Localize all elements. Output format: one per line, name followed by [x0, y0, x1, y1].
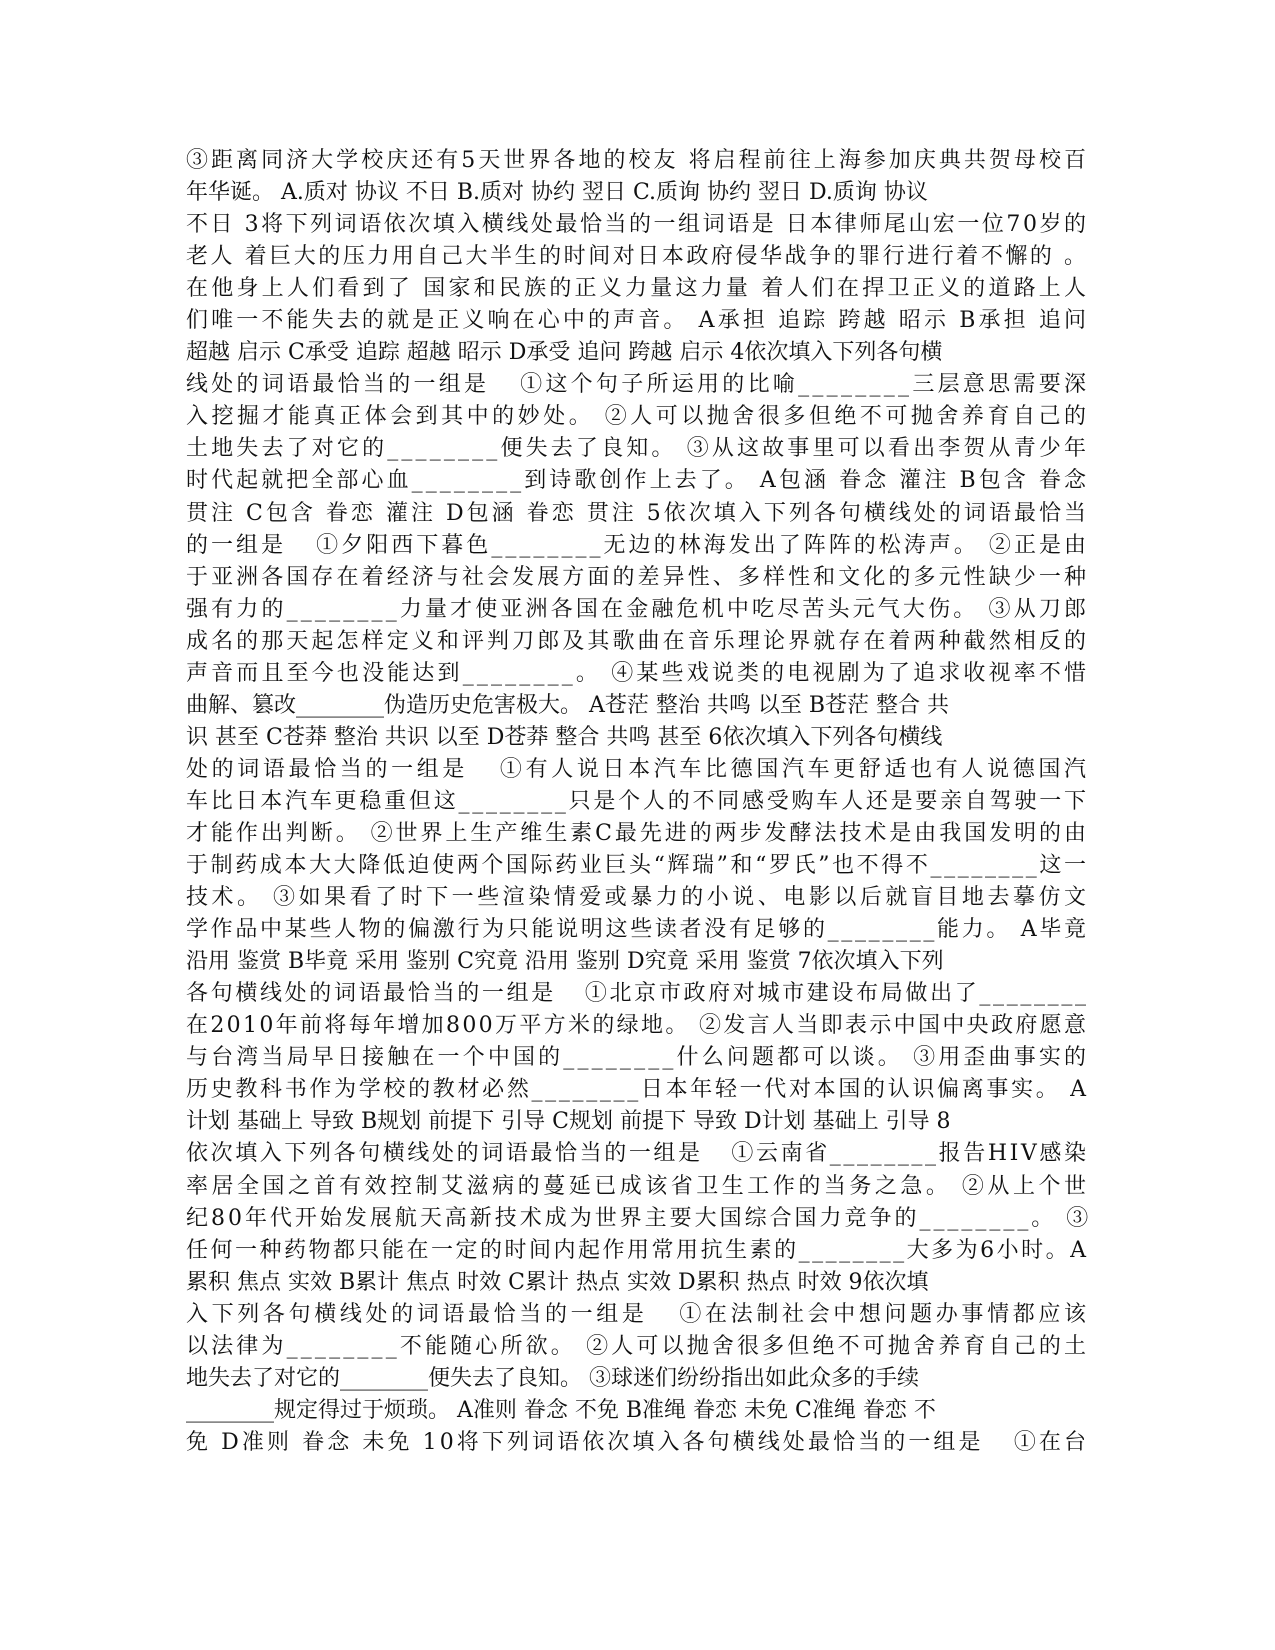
text-line: 入下列各句横线处的词语最恰当的一组是 ①在法制社会中想问题办事情都应该 [186, 1301, 1090, 1327]
text-line: 率居全国之首有效控制艾滋病的蔓延已成该省卫生工作的当务之急。 ②从上个世 [186, 1173, 1090, 1199]
text-line: 强有力的________力量才使亚洲各国在金融危机中吃尽苦头元气大伤。 ③从刀郎 [186, 596, 1090, 622]
text-line: 贯注 C包含 眷恋 灌注 D包涵 眷恋 贯注 5依次填入下列各句横线处的词语最恰当 [186, 500, 1089, 526]
text-line: 于亚洲各国存在着经济与社会发展方面的差异性、多样性和文化的多元性缺少一种 [186, 564, 1090, 590]
text-line: 线处的词语最恰当的一组是 ①这个句子所运用的比喻________三层意思需要深 [186, 372, 1090, 398]
text-line: 地失去了对它的________便失去了良知。 ③球迷们纷纷指出如此众多的手续 [186, 1365, 919, 1391]
text-line: 技术。 ③如果看了时下一些渲染情爱或暴力的小说、电影以后就盲目地去摹仿文 [186, 885, 1090, 911]
text-line: 在2010年前将每年增加800万平方米的绿地。 ②发言人当即表示中国中央政府愿意 [186, 1013, 1089, 1039]
text-line: 曲解、篡改________伪造历史危害极大。 A苍茫 整治 共鸣 以至 B苍茫 整合 共 [186, 692, 950, 718]
text-line: 识 甚至 C苍莽 整治 共识 以至 D苍莽 整合 共鸣 甚至 6依次填入下列各句横线 [186, 724, 943, 750]
text-line: 处的词语最恰当的一组是 ①有人说日本汽车比德国汽车更舒适也有人说德国汽 [186, 756, 1090, 782]
text-line: 与台湾当局早日接触在一个中国的________什么问题都可以谈。 ③用歪曲事实的 [186, 1045, 1090, 1071]
text-line: 各句横线处的词语最恰当的一组是 ①北京市政府对城市建设布局做出了________ [186, 981, 1089, 1007]
text-line: 以法律为________不能随心所欲。 ②人可以抛舍很多但绝不可抛舍养育自己的土 [186, 1333, 1090, 1359]
text-line: 于制药成本大大降低迫使两个国际药业巨头“辉瑞”和“罗氏”也不得不________这一 [186, 853, 1089, 879]
text-line: 历史教科书作为学校的教材必然________日本年轻一代对本国的认识偏离事实。 A [186, 1077, 1089, 1103]
text-line: 纪80年代开始发展航天高新技术成为世界主要大国综合国力竞争的________。 ③ [186, 1205, 1092, 1231]
text-line: 声音而且至今也没能达到________。 ④某些戏说类的电视剧为了追求收视率不惜 [186, 660, 1090, 686]
text-line: 依次填入下列各句横线处的词语最恰当的一组是 ①云南省________报告HIV感染 [186, 1141, 1089, 1167]
text-line: 任何一种药物都只能在一定的时间内起作用常用抗生素的________大多为6小时。A [186, 1237, 1089, 1263]
text-line: 的一组是 ①夕阳西下暮色________无边的林海发出了阵阵的松涛声。 ②正是由 [186, 532, 1090, 558]
text-line: 在他身上人们看到了 国家和民族的正义力量这力量 着人们在捍卫正义的道路上人 [186, 276, 1090, 302]
text-line: 车比日本汽车更稳重但这________只是个人的不同感受购车人还是要亲自驾驶一下 [186, 788, 1089, 814]
body-text [186, 145, 1092, 1459]
text-line: 计划 基础上 导致 B规划 前提下 引导 C规划 前提下 导致 D计划 基础上 引导 8 [186, 1109, 951, 1135]
text-line: 入挖掘才能真正体会到其中的妙处。 ②人可以抛舍很多但绝不可抛舍养育自己的 [186, 404, 1090, 430]
text-line: 免 D准则 眷念 未免 10将下列词语依次填入各句横线处最恰当的一组是 ①在台 [186, 1429, 1090, 1455]
text-line: 年华诞。 A.质对 协议 不日 B.质对 协约 翌日 C.质询 协约 翌日 D.质询 协议 [186, 180, 928, 206]
text-line: ③距离同济大学校庆还有5天世界各地的校友 将启程前往上海参加庆典共贺母校百 [186, 148, 1090, 173]
text-line: 们唯一不能失去的就是正义响在心中的声音。 A承担 追踪 跨越 昭示 B承担 追问 [186, 308, 1090, 334]
text-line: 累积 焦点 实效 B累计 焦点 时效 C累计 热点 实效 D累积 热点 时效 9依次填 [186, 1269, 929, 1295]
text-line: 时代起就把全部心血________到诗歌创作上去了。 A包涵 眷念 灌注 B包含 眷念 [186, 468, 1090, 494]
text-line: 成名的那天起怎样定义和评判刀郎及其歌曲在音乐理论界就存在着两种截然相反的 [186, 628, 1090, 654]
text-line: 超越 启示 C承受 追踪 超越 昭示 D承受 追问 跨越 启示 4依次填入下列各句横 [186, 340, 943, 366]
text-line: ________规定得过于烦琐。 A准则 眷念 不免 B准绳 眷恋 未免 C准绳 眷恋 不 [186, 1397, 936, 1423]
text-line: 学作品中某些人物的偏激行为只能说明这些读者没有足够的________能力。 A毕竟 [186, 917, 1089, 943]
text-line: 土地失去了对它的________便失去了良知。 ③从这故事里可以看出李贺从青少年 [186, 436, 1090, 462]
text-line: 沿用 鉴赏 B毕竟 采用 鉴别 C究竟 沿用 鉴别 D究竟 采用 鉴赏 7依次填入下列 [186, 949, 944, 975]
text-line: 才能作出判断。 ②世界上生产维生素C最先进的两步发酵法技术是由我国发明的由 [186, 820, 1089, 846]
text-line: 老人 着巨大的压力用自己大半生的时间对日本政府侵华战争的罪行进行着不懈的 。 [186, 244, 1089, 270]
text-line: 不日 3将下列词语依次填入横线处最恰当的一组词语是 日本律师尾山宏一位70岁的 [186, 212, 1089, 238]
